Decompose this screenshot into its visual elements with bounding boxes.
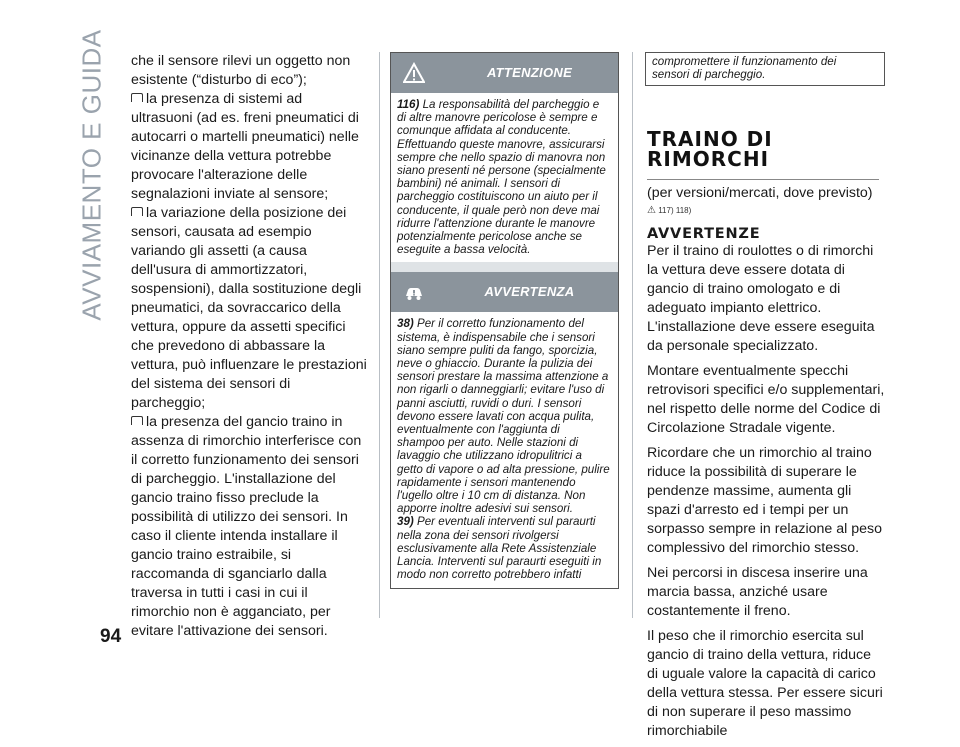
- bullet-icon: [131, 416, 143, 425]
- body-paragraph: Il peso che il rimorchio esercita sul gancio di traino della vettura, riduce di uguale valore la capacità di carico della vettura stessa. Per essere sicuri di non superare il peso massimo rimorchiabile: [647, 628, 883, 740]
- note-text: Per il corretto funzionamento del sistema, è indispensabile che i sensori siano sempre puliti da fango, sporcizia, neve o ghiaccio. Durante la pulizia dei sensori prestare la massima attenzione a non rigarli o danneggiarli; evitare l'uso di panni asciutti, ruvidi o duri. I sensori devono essere lavati con acqua pulita, eventualmente con l'aggiunta di shampoo per auto. Nelle stazioni di lavaggio che utilizzano idropulitrici a getto di vapore o ad alta pressione, pulire rapidamente i sensori mantenendo l'ugello oltre i 10 cm di distanza. Non apporre inoltre adesivi sui sensori.: [397, 317, 610, 516]
- body-paragraph: Montare eventualmente specchi retrovisori specifici e/o supplementari, nel rispetto delle norme del Codice di Circolazione Stradale vigente.: [647, 363, 885, 437]
- col1-paragraph: che il sensore rilevi un oggetto non esistente (“disturbo di eco”);: [131, 53, 351, 88]
- body-paragraph: Per il traino di roulottes o di rimorchi la vettura deve essere dotata di gancio di traino omologato e di adeguato impianto elettrico. L'installazione deve essere eseguita da personale specializzato.: [647, 243, 875, 355]
- column-divider: [379, 52, 380, 618]
- avvertenza-header: [391, 272, 618, 312]
- body-paragraph: Nei percorsi in discesa inserire una marcia bassa, anziché usare costantemente il freno.: [647, 565, 868, 620]
- column-2: [390, 52, 619, 589]
- note-number: 38): [397, 317, 414, 331]
- section-title-text: AVVIAMENTO E GUIDA: [76, 28, 107, 321]
- bullet-icon: [131, 93, 143, 102]
- note-text: La responsabilità del parcheggio e di altre manovre pericolose è sempre e comunque affidata al conducente. Effettuando queste manovre, assicurarsi sempre che nello spazio di manovra non siano presenti né persone (specialmente bambini) né animali. I sensori di parcheggio costituiscono un aiuto per il conducente, il quale però non deve mai ridurre l'attenzione durante le manovre potenzialmente pericolose anche se eseguite a bassa velocità.: [397, 98, 606, 257]
- note-text: Per eventuali interventi sul paraurti nella zona dei sensori rivolgersi esclusivamente alla Rete Assistenziale Lancia. Interventi sul paraurti eseguiti in modo non corretto potrebbero infatti: [397, 515, 602, 582]
- note-references: ⚠ 117) 118): [647, 205, 692, 217]
- section-side-title: [74, 28, 110, 321]
- heading-rule: [647, 179, 879, 180]
- note-item: [397, 515, 610, 581]
- bullet-icon: [131, 207, 143, 216]
- col1-bullet-item: la variazione della posizione dei sensori, causata ad esempio variando gli assetti (a causa dell'usura di ammortizzatori, sospensioni), dalla sostituzione degli pneumatici, da sovraccarico della vettura, oppure da assetti specifici che prevedono di abbassare la vettura, può influenzare le prestazioni del sistema dei sensori di parcheggio;: [131, 205, 367, 411]
- note-item: [397, 317, 610, 515]
- note-number: 116): [397, 98, 420, 111]
- body-paragraph: Ricordare che un rimorchio al traino riduce la possibilità di superare le pendenze massime, aumenta gli spazi d'arresto ed i tempi per un sorpasso sempre in relazione al peso complessivo del rimorchio stesso.: [647, 445, 883, 557]
- box-separator: [391, 262, 618, 272]
- subheading: AVVERTENZE: [647, 226, 761, 243]
- col1-bullet-item: la presenza del gancio traino in assenza di rimorchio interferisce con il corretto funzionamento dei sensori di parcheggio. L'installazione del gancio traino fisso preclude la possibilità di utilizzo dei sensori. In caso il cliente intenda installare il gancio traino estraibile, si raccomanda di sganciarlo dalla traversa in tutti i casi in cui il rimorchio non è agganciato, per evitare l'attivazione dei sensori.: [131, 414, 362, 639]
- car-warning-icon: [403, 281, 425, 303]
- attenzione-body: [391, 93, 618, 262]
- section-subtitle: (per versioni/mercati, dove previsto): [647, 185, 873, 202]
- avvertenza-title: AVVERTENZA: [484, 284, 575, 300]
- column-divider: [632, 52, 633, 618]
- attenzione-header: [391, 53, 618, 93]
- continuation-text: compromettere il funzionamento dei sensori di parcheggio.: [652, 55, 837, 82]
- warning-triangle-icon: [403, 62, 425, 84]
- attenzione-title: ATTENZIONE: [486, 65, 573, 80]
- col1-bullet-item: la presenza di sistemi ad ultrasuoni (ad es. freni pneumatici di autocarri o martelli pneumatici) nelle vicinanze della vettura potrebbe provocare l'alterazione delle segnalazioni inviate al sensore;: [131, 91, 359, 202]
- continuation-box: [645, 52, 885, 86]
- warning-triangle-icon: ⚠: [647, 205, 656, 217]
- attenzione-box: [390, 52, 619, 589]
- column-3: [645, 52, 885, 747]
- column-1: [131, 52, 367, 641]
- section-heading: TRAINO DI RIMORCHI: [647, 127, 773, 172]
- avvertenza-body: [391, 312, 618, 587]
- page-number: 94: [100, 626, 122, 647]
- note-number: 39): [397, 515, 414, 529]
